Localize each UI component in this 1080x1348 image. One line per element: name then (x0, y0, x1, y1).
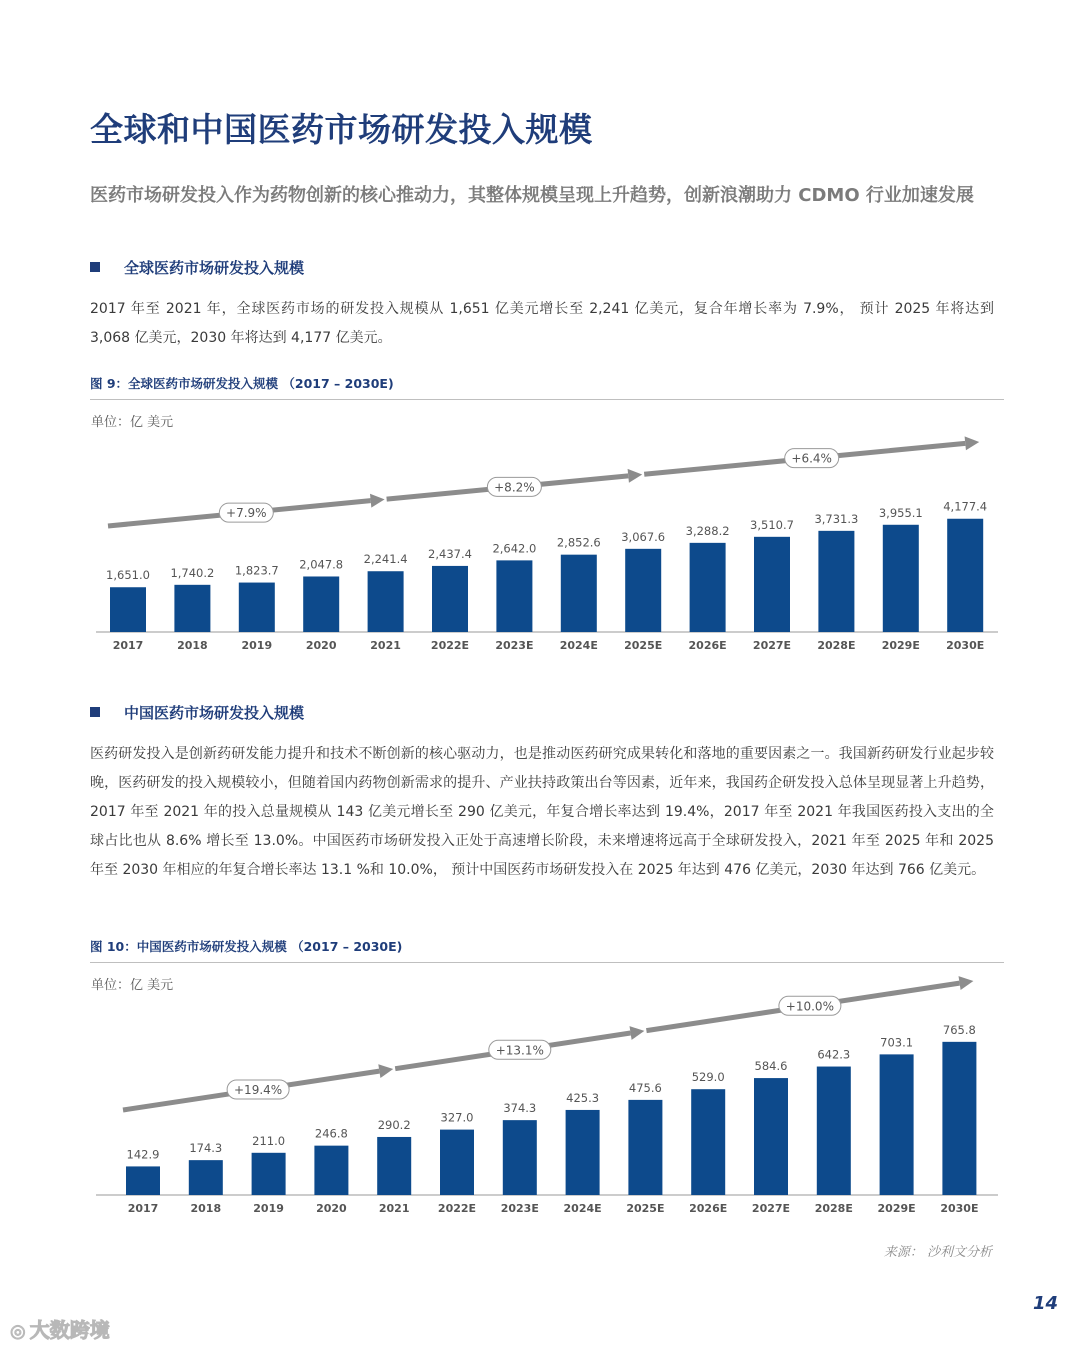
bar-2030E (947, 519, 983, 632)
growth-label-2: +13.1% (495, 1043, 544, 1058)
data-label-2021: 2,241.4 (363, 552, 408, 567)
figure-divider (90, 962, 1004, 963)
tick-label-2019: 2019 (253, 1202, 284, 1215)
data-label-2029E: 703.1 (880, 1035, 914, 1050)
tick-label-2019: 2019 (241, 639, 273, 652)
data-label-2029E: 3,955.1 (878, 505, 923, 520)
trend-arrow-head-3 (965, 436, 980, 450)
bar-chart-china-rd (90, 967, 1004, 1222)
data-label-2026E: 529.0 (691, 1070, 725, 1085)
tick-label-2027E: 2027E (751, 1202, 791, 1215)
bar-2020 (314, 1146, 348, 1195)
tick-label-2024E: 2024E (563, 1202, 602, 1215)
tick-label-2026E: 2026E (689, 1202, 728, 1215)
tick-label-2029E: 2029E (881, 639, 920, 652)
bar-2021 (377, 1137, 411, 1195)
bar-2028E (817, 1067, 851, 1195)
tick-label-2021: 2021 (370, 639, 401, 652)
tick-label-2017: 2017 (112, 639, 144, 652)
section-paragraph-global: 2017 年至 2021 年，全球医药市场的研发投入规模从 1,651 亿美元增长至 2,241 亿美元，复合年增长率为 7.9%， 预计 2025 年将达到 3,068 亿美元，2030 年将达到 4,177 亿美元。 (90, 301, 994, 346)
section-paragraph-china: 医药研发投入是创新药研发能力提升和技术不断创新的核心驱动力，也是推动医药研究成果转化和落地的重要因素之一。我国新药研发行业起步较晚，医药研发的投入规模较小，但随着国内药物创新需求的提升、产业扶持政策出台等因素，近年来，我国药企研发投入总体呈现显著上升趋势，2017 年至 2021 年的投入总量规模从 143 亿美元增长至 290 亿美元，年复合增长率达到 19.4%，2017 年至 2021 年我国医药投入支出的全球占比也从 8.6% 增长至 13.0%。中国医药市场研发投入正处于高速增长阶段，未来增速将远高于全球研发投入，2021 年至 2025 年和 2025 年至 2030 年相应的年复合增长率达 13.1 %和 10.0%， 预计中国医药市场研发投入在 2025 年达到 476 亿美元，2030 年达到 766 亿美元。 (90, 746, 994, 878)
page-subtitle: 医药市场研发投入作为药物创新的核心推动力，其整体规模呈现上升趋势，创新浪潮助力 CDMO 行业加速发展 (90, 185, 974, 206)
watermark (10, 1314, 110, 1343)
figure-title-china: 图 10：中国医药市场研发投入规模 （2017 – 2030E) (90, 939, 403, 954)
data-label-2027E: 3,510.7 (750, 517, 794, 532)
bar-2027E (754, 1078, 788, 1195)
bar-2017 (110, 587, 146, 632)
data-label-2022E: 327.0 (440, 1110, 474, 1125)
bar-2023E (496, 560, 532, 632)
tick-label-2017: 2017 (127, 1202, 159, 1215)
data-label-2023E: 374.3 (503, 1101, 537, 1116)
bullet-square-icon (90, 707, 100, 717)
bar-2025E (628, 1100, 662, 1195)
bar-2022E (440, 1130, 474, 1195)
unit-label-china: 单位：亿 美元 (91, 978, 174, 993)
growth-label-3: +6.4% (791, 451, 832, 466)
data-label-2022E: 2,437.4 (428, 546, 472, 561)
data-label-2025E: 3,067.6 (621, 529, 666, 544)
bar-2024E (561, 555, 597, 632)
section-heading-global-text: 全球医药市场研发投入规模 (124, 259, 305, 277)
tick-label-2028E: 2028E (814, 1202, 853, 1215)
bar-2025E (625, 549, 661, 632)
trend-arrow-head-1 (370, 494, 385, 508)
source-note: 来源： 沙利文分析 (883, 1245, 992, 1260)
page-number: 14 (1032, 1293, 1058, 1314)
section-heading-china-text: 中国医药市场研发投入规模 (124, 704, 305, 722)
tick-label-2027E: 2027E (752, 639, 792, 652)
trend-arrow-head-3 (959, 976, 974, 990)
watermark-text: 大数跨境 (29, 1318, 110, 1342)
tick-label-2020: 2020 (305, 639, 337, 652)
data-label-2024E: 425.3 (566, 1090, 600, 1105)
data-label-2028E: 3,731.3 (814, 511, 859, 526)
bar-2028E (818, 531, 854, 632)
data-label-2030E: 4,177.4 (943, 499, 988, 514)
tick-label-2018: 2018 (190, 1202, 222, 1215)
bar-2024E (566, 1110, 600, 1195)
unit-label-global: 单位：亿 美元 (91, 415, 174, 430)
data-label-2018: 174.3 (189, 1141, 223, 1156)
tick-label-2018: 2018 (177, 639, 208, 652)
figure-divider (90, 399, 1004, 400)
bar-2027E (754, 537, 790, 632)
bar-2029E (880, 1054, 914, 1195)
data-label-2019: 211.0 (252, 1133, 286, 1148)
trend-arrow-head-1 (378, 1064, 393, 1078)
tick-label-2021: 2021 (378, 1202, 410, 1215)
bar-2019 (252, 1153, 286, 1195)
tick-label-2024E: 2024E (559, 639, 598, 652)
data-label-2023E: 2,642.0 (492, 541, 537, 556)
bar-chart-global-rd (90, 430, 1004, 660)
bar-2026E (690, 543, 726, 632)
data-label-2028E: 642.3 (817, 1047, 851, 1062)
bar-2018 (189, 1160, 223, 1195)
tick-label-2030E: 2030E (946, 639, 985, 652)
watermark-logo-icon: ◎ (10, 1321, 26, 1342)
tick-label-2025E: 2025E (624, 639, 663, 652)
growth-label-2: +8.2% (494, 480, 535, 495)
bar-2019 (239, 583, 275, 632)
section-heading-global (90, 257, 304, 278)
bar-2029E (883, 525, 919, 632)
data-label-2026E: 3,288.2 (685, 523, 730, 538)
tick-label-2023E: 2023E (500, 1202, 539, 1215)
data-label-2017: 142.9 (126, 1147, 160, 1162)
data-label-2027E: 584.6 (754, 1059, 788, 1074)
bar-2026E (691, 1089, 725, 1195)
growth-label-1: +19.4% (234, 1083, 283, 1098)
figure-title-global: 图 9：全球医药市场研发投入规模 （2017 – 2030E) (90, 376, 394, 391)
bar-2030E (942, 1042, 976, 1195)
page-title: 全球和中国医药市场研发投入规模 (90, 110, 593, 149)
growth-label-3: +10.0% (785, 999, 834, 1014)
tick-label-2022E: 2022E (430, 639, 470, 652)
tick-label-2020: 2020 (316, 1202, 347, 1215)
tick-label-2029E: 2029E (877, 1202, 916, 1215)
data-label-2017: 1,651.0 (106, 568, 150, 583)
tick-label-2022E: 2022E (437, 1202, 477, 1215)
data-label-2018: 1,740.2 (170, 565, 215, 580)
tick-label-2026E: 2026E (688, 639, 727, 652)
trend-arrow-head-2 (630, 1026, 645, 1040)
tick-label-2025E: 2025E (626, 1202, 665, 1215)
tick-label-2030E: 2030E (940, 1202, 979, 1215)
bar-2020 (303, 576, 339, 632)
data-label-2021: 290.2 (377, 1117, 411, 1132)
bar-2018 (174, 585, 210, 632)
tick-label-2028E: 2028E (817, 639, 856, 652)
data-label-2025E: 475.6 (628, 1080, 662, 1095)
data-label-2020: 2,047.8 (299, 557, 344, 572)
trend-arrow-head-2 (628, 469, 643, 483)
data-label-2030E: 765.8 (942, 1022, 976, 1037)
data-label-2020: 246.8 (314, 1126, 348, 1141)
bullet-square-icon (90, 262, 100, 272)
data-label-2019: 1,823.7 (234, 563, 279, 578)
data-label-2024E: 2,852.6 (556, 535, 601, 550)
bar-2017 (126, 1166, 160, 1195)
bar-2023E (503, 1120, 537, 1195)
growth-label-1: +7.9% (226, 506, 267, 521)
bar-2022E (432, 566, 468, 632)
tick-label-2023E: 2023E (495, 639, 534, 652)
bar-2021 (368, 571, 404, 632)
section-heading-china (90, 702, 304, 723)
